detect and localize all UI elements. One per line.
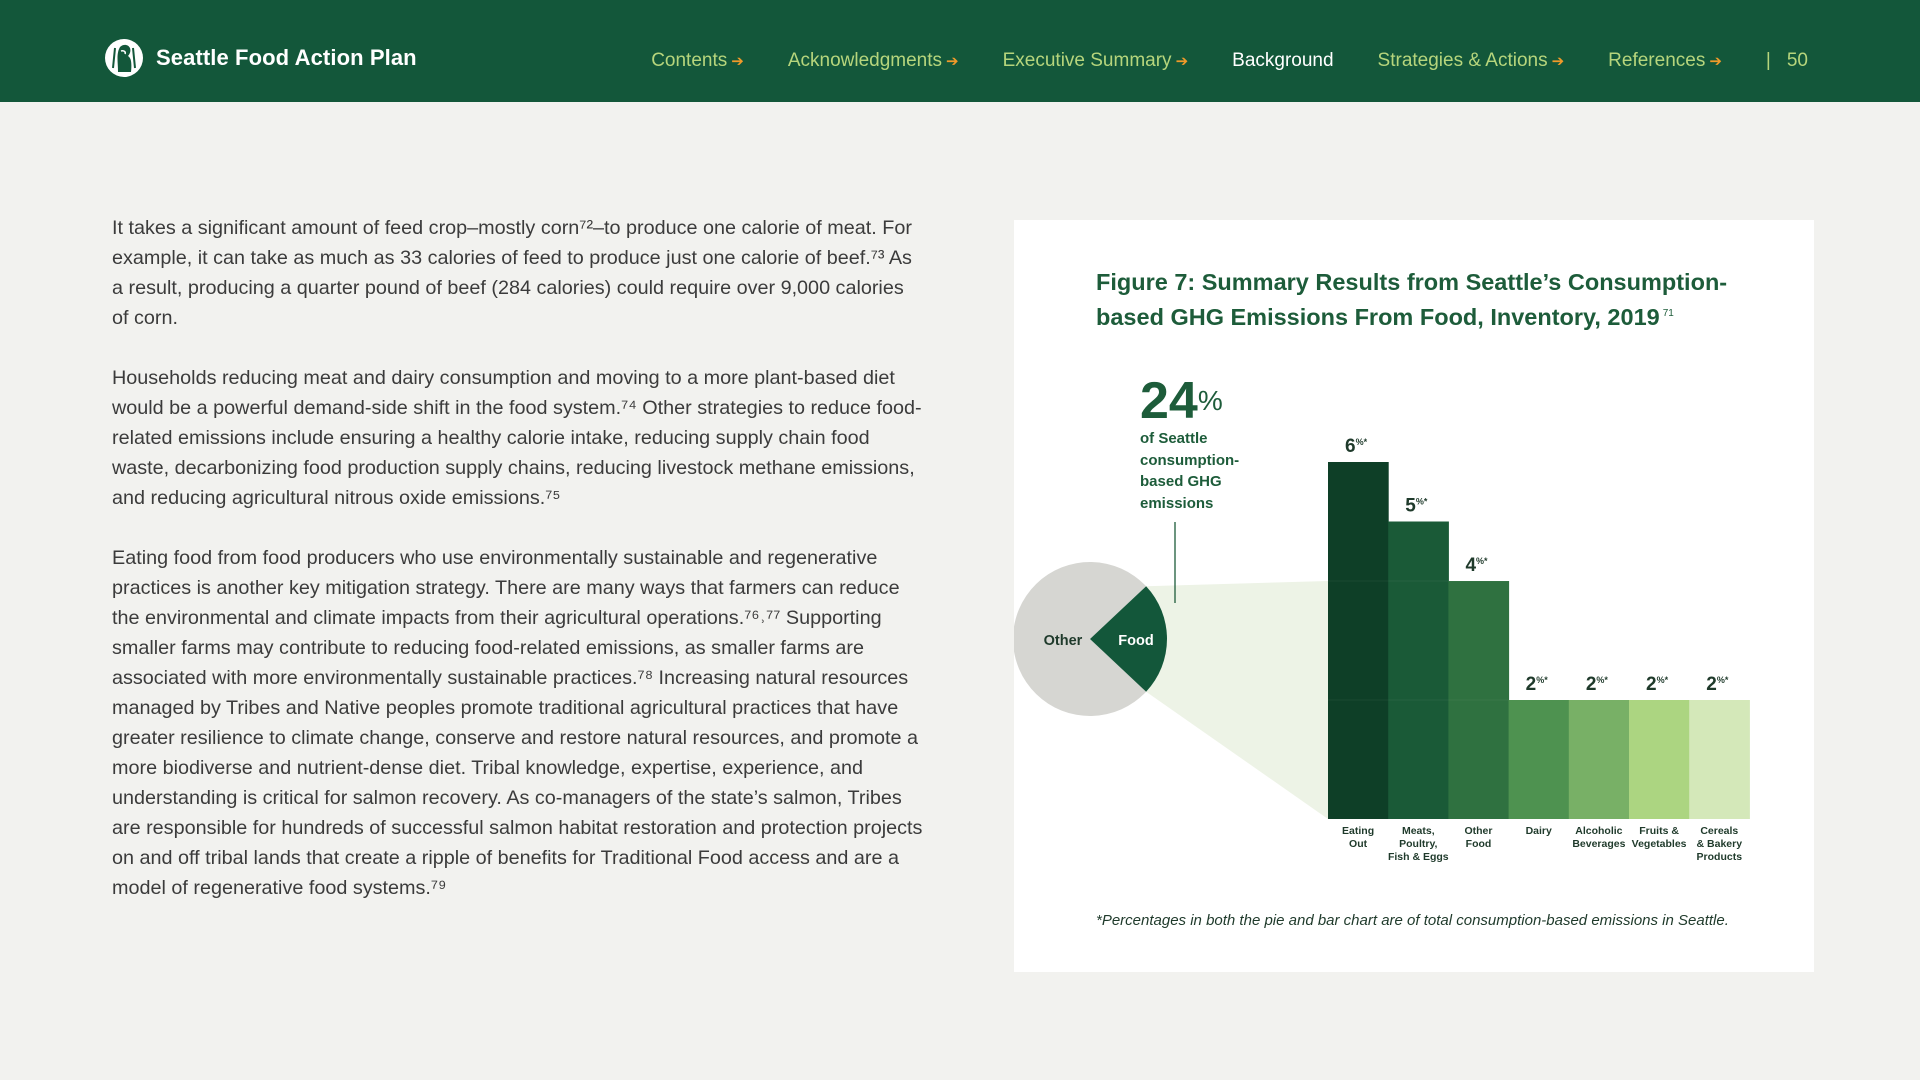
- nav-link-references[interactable]: [1608, 50, 1722, 72]
- arrow-right-icon: ➔: [946, 53, 959, 70]
- figure-title-text: Figure 7: Summary Results from Seattle’s Consumption-based GHG Emissions From Food, Inventory, 2019: [1096, 269, 1728, 330]
- seattle-logo-icon: [104, 38, 144, 78]
- bar-meats-poultry-fish-eggs: [1388, 522, 1449, 820]
- nav-link-executive-summary[interactable]: [1003, 50, 1189, 72]
- arrow-right-icon: ➔: [1551, 53, 1565, 70]
- nav-link-strategies-actions[interactable]: [1378, 50, 1565, 72]
- bar-eating-out: [1328, 462, 1389, 819]
- nav-link-background[interactable]: [1232, 50, 1333, 72]
- bar-value-label: 4%*: [1465, 555, 1488, 576]
- bar-dairy: [1509, 700, 1570, 819]
- nav-link-label: Acknowledgments: [787, 50, 943, 71]
- pie-label-other: Other: [1043, 633, 1083, 649]
- top-navigation-bar: [0, 0, 1920, 102]
- figure-title-reference: 71: [1662, 308, 1674, 319]
- brand-name: Seattle Food Action Plan: [156, 45, 417, 70]
- nav-link-contents[interactable]: [651, 50, 744, 72]
- nav-separator: |: [1765, 50, 1771, 71]
- arrow-right-icon: ➔: [1709, 53, 1722, 70]
- bar-category-label: Other Food: [1464, 825, 1493, 850]
- bar-category-label: Eating Out: [1342, 825, 1375, 850]
- bar-cereals-bakery-products: [1689, 700, 1750, 819]
- bar-value-label: 6%*: [1345, 436, 1368, 457]
- bar-category-label: Alcoholic Beverages: [1572, 825, 1626, 850]
- bar-value-label: 5%*: [1405, 495, 1428, 517]
- bar-value-label: 2%*: [1525, 674, 1548, 695]
- food-share-unit: %: [1197, 385, 1223, 416]
- bar-value-label: 2%*: [1585, 674, 1608, 695]
- food-share-number: 24: [1140, 372, 1198, 430]
- page-number: 50: [1786, 50, 1808, 71]
- paragraph-2: Households reducing meat and dairy consumption and moving to a more plant-based diet would be a powerful demand-side shift in the food system.⁷⁴ Other strategies to reduce food-related emissions include ensuring a healthy calorie intake, reducing supply chain food waste, decarbonizing food production supply chains, reducing livestock methane emissions, and reducing agricultural nitrous oxide emissions.⁷⁵: [112, 367, 922, 509]
- bar-fruits-vegetables: [1629, 700, 1690, 819]
- main-nav: [607, 50, 1808, 72]
- pie-label-food: Food: [1118, 633, 1154, 649]
- nav-link-label: Executive Summary: [1002, 50, 1172, 71]
- figure-footnote: *Percentages in both the pie and bar chart are of total consumption-based emissions in Seattle.: [1096, 912, 1729, 929]
- bar-category-label: Meats, Poultry, Fish & Eggs: [1387, 825, 1449, 863]
- nav-link-label: Contents: [651, 50, 728, 71]
- bar-category-label: Dairy: [1525, 825, 1552, 837]
- paragraph-1: It takes a significant amount of feed crop–mostly corn⁷²–to produce one calorie of meat. For example, it can take as much as 33 calories of feed to produce just one calorie of beef.⁷³ As a result, producing a quarter pound of beef (284 calories) could require over 9,000 calories of corn.: [112, 217, 912, 329]
- nav-link-label: Background: [1232, 50, 1334, 71]
- paragraph-3: Eating food from food producers who use environmentally sustainable and regenerative practices is another key mitigation strategy. There are many ways that farmers can reduce the environmental and climate impacts from their agricultural operations.⁷⁶˒⁷⁷ Supporting smaller farms may contribute to reducing food-related emissions, as smaller farms are associated with more environmentally sustainable practices.⁷⁸ Increasing natural resources managed by Tribes and Native peoples promote traditional agricultural practices that have greater resilience to climate change, conserve and restore natural resources, and promote a more biodiverse and nutrient-dense diet. Tribal knowledge, expertise, experience, and understanding is critical for salmon recovery. As co-managers of the state’s salmon, Tribes are responsible for hundreds of successful salmon habitat restoration and protection projects on and off tribal lands that create a ripple of benefits for Traditional Food access and are a model of regenerative food systems.⁷⁹: [112, 547, 923, 899]
- food-share-caption: of Seattle consumption-based GHG emissions: [1140, 430, 1240, 512]
- figure-card: [1014, 220, 1814, 972]
- nav-link-label: References: [1608, 50, 1706, 71]
- food-share-value: [1140, 372, 1223, 430]
- bar-category-label: Fruits & Vegetables: [1631, 825, 1687, 850]
- bar-value-label: 2%*: [1646, 674, 1669, 695]
- emissions-chart: [1014, 220, 1814, 972]
- arrow-right-icon: ➔: [731, 53, 744, 70]
- body-text: [112, 213, 924, 933]
- bar-category-label: Cereals & Bakery Products: [1696, 825, 1743, 863]
- food-breakdown-fan: [1146, 581, 1328, 819]
- nav-link-acknowledgments[interactable]: [788, 50, 959, 72]
- nav-link-label: Strategies & Actions: [1377, 50, 1548, 71]
- arrow-right-icon: ➔: [1175, 53, 1189, 70]
- bar-alcoholic-beverages: [1569, 700, 1630, 819]
- bar-value-label: 2%*: [1706, 674, 1729, 695]
- brand[interactable]: [104, 36, 417, 80]
